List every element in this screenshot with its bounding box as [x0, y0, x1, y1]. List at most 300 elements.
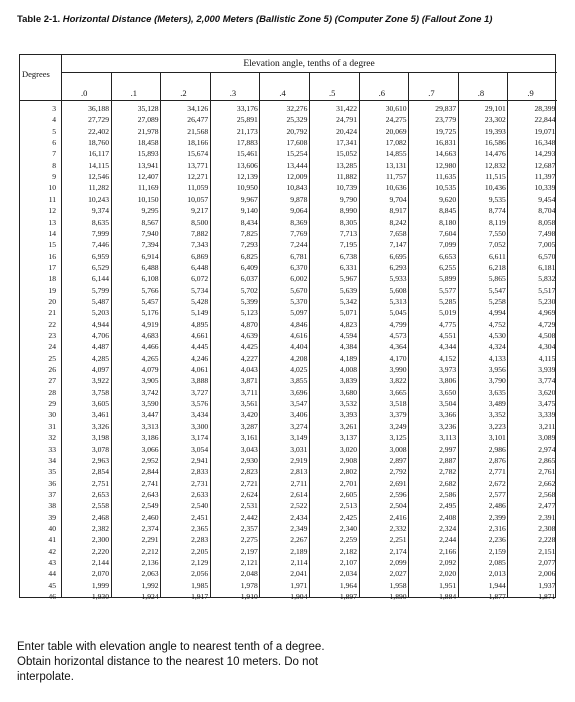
distance-cell: 16,348	[534, 138, 556, 148]
distance-cell: 2,136	[141, 558, 159, 567]
distance-cell: 2,006	[538, 569, 556, 579]
distance-cell: 1,904	[290, 592, 308, 602]
distance-cell: 6,002	[290, 274, 308, 284]
distance-cell: 4,616	[290, 331, 308, 340]
distance-cell: 18,166	[187, 138, 209, 148]
distance-cell: 2,308	[538, 523, 556, 533]
table-row	[20, 479, 557, 488]
distance-cell: 7,658	[389, 228, 407, 238]
degree-cell: 42	[48, 546, 56, 556]
distance-cell: 2,568	[538, 489, 556, 499]
distance-cell: 3,532	[339, 399, 357, 409]
table-row	[20, 422, 557, 431]
column-header: .1	[130, 88, 137, 98]
distance-cell: 2,205	[191, 546, 209, 556]
distance-cell: 5,285	[439, 296, 457, 306]
distance-cell: 2,731	[191, 478, 209, 488]
distance-cell: 8,119	[488, 217, 506, 227]
degree-cell: 11	[48, 194, 56, 204]
degree-cell: 5	[52, 126, 56, 136]
column-header: .8	[477, 88, 485, 98]
distance-cell: 12,980	[435, 160, 457, 170]
distance-cell: 2,391	[538, 512, 556, 522]
degree-cell: 44	[48, 569, 56, 579]
distance-cell: 2,144	[91, 558, 109, 567]
degree-cell: 34	[48, 455, 56, 465]
distance-cell: 2,930	[240, 455, 258, 465]
distance-cell: 2,174	[389, 546, 407, 556]
distance-cell: 3,174	[191, 433, 209, 443]
distance-cell: 3,236	[439, 421, 457, 431]
distance-cell: 13,941	[137, 160, 159, 170]
distance-cell: 2,114	[290, 558, 308, 567]
distance-cell: 21,978	[137, 126, 159, 136]
distance-cell: 26,477	[187, 115, 209, 125]
distance-cell: 2,316	[488, 523, 506, 533]
table-row	[20, 206, 557, 215]
distance-cell: 2,291	[141, 535, 159, 545]
degree-cell: 16	[48, 251, 56, 261]
distance-cell: 2,876	[488, 455, 506, 465]
distance-cell: 10,843	[286, 183, 308, 193]
table-row	[20, 263, 557, 272]
distance-cell: 2,986	[488, 444, 506, 454]
distance-cell: 2,228	[538, 535, 556, 545]
distance-cell: 21,568	[187, 126, 209, 136]
distance-cell: 29,837	[435, 104, 457, 113]
table-row	[20, 490, 557, 499]
distance-cell: 4,404	[290, 342, 308, 352]
distance-cell: 9,967	[240, 194, 258, 204]
distance-cell: 7,293	[240, 240, 258, 250]
distance-cell: 30,610	[385, 104, 407, 113]
distance-cell: 6,695	[389, 251, 407, 261]
distance-cell: 2,159	[488, 546, 506, 556]
degree-cell: 10	[48, 183, 56, 193]
distance-cell: 2,460	[141, 512, 159, 522]
distance-cell: 4,133	[488, 353, 506, 363]
distance-cell: 2,782	[439, 467, 457, 477]
distance-cell: 4,079	[141, 365, 159, 375]
distance-cell: 3,774	[538, 376, 556, 386]
distance-cell: 1,917	[191, 592, 209, 602]
table-row	[20, 376, 557, 385]
distance-cell: 2,614	[290, 489, 308, 499]
degree-cell: 19	[48, 285, 56, 295]
distance-cell: 25,891	[236, 115, 258, 125]
distance-cell: 4,227	[240, 353, 258, 363]
degree-cell: 45	[48, 580, 56, 590]
distance-cell: 3,211	[538, 421, 556, 431]
degree-cell: 39	[48, 512, 56, 522]
distance-cell: 2,586	[439, 489, 457, 499]
distance-cell: 3,434	[191, 410, 209, 420]
distance-cell: 7,195	[339, 240, 357, 250]
degree-cell: 35	[48, 467, 56, 477]
distance-cell: 2,041	[290, 569, 308, 579]
distance-cell: 6,869	[191, 251, 209, 261]
table-row	[20, 558, 557, 567]
distance-cell: 2,633	[191, 489, 209, 499]
distance-cell: 2,092	[439, 558, 457, 567]
distance-cell: 15,893	[137, 149, 159, 159]
distance-cell: 2,275	[240, 535, 258, 545]
table-row	[20, 501, 557, 510]
distance-cell: 4,594	[339, 331, 357, 340]
degree-cell: 12	[48, 206, 56, 216]
table-row	[20, 433, 557, 442]
distance-cell: 3,447	[141, 410, 159, 420]
distance-cell: 35,128	[137, 104, 159, 113]
degree-cell: 43	[48, 558, 56, 567]
degree-cell: 32	[48, 433, 56, 443]
distance-cell: 5,457	[141, 296, 159, 306]
table-row	[20, 535, 557, 544]
distance-cell: 3,973	[439, 365, 457, 375]
distance-cell: 6,570	[538, 251, 556, 261]
distance-cell: 33,176	[236, 104, 258, 113]
distance-cell: 2,624	[240, 489, 258, 499]
distance-cell: 2,166	[439, 546, 457, 556]
distance-cell: 3,576	[191, 399, 209, 409]
distance-cell: 1,897	[339, 592, 357, 602]
distance-cell: 3,822	[389, 376, 407, 386]
table-row	[20, 569, 557, 578]
distance-cell: 2,558	[91, 501, 109, 511]
distance-cell: 2,952	[141, 455, 159, 465]
distance-cell: 2,382	[91, 523, 109, 533]
distance-cell: 11,515	[485, 172, 506, 182]
distance-cell: 14,855	[385, 149, 407, 159]
distance-cell: 8,567	[141, 217, 159, 227]
distance-cell: 34,126	[187, 104, 209, 113]
distance-cell: 3,008	[389, 444, 407, 454]
table-row	[20, 229, 557, 238]
distance-cell: 16,586	[484, 138, 506, 148]
table-row	[20, 252, 557, 261]
distance-cell: 15,674	[187, 149, 209, 159]
distance-cell: 11,169	[137, 183, 159, 193]
distance-cell: 4,870	[240, 319, 258, 329]
distance-cell: 3,287	[240, 421, 258, 431]
distance-cell: 4,994	[488, 308, 506, 318]
distance-cell: 2,908	[339, 455, 357, 465]
distance-cell: 2,941	[191, 455, 209, 465]
distance-cell: 9,374	[91, 206, 109, 216]
distance-cell: 2,887	[439, 455, 457, 465]
table-row	[20, 138, 557, 147]
distance-cell: 2,865	[538, 455, 556, 465]
distance-cell: 2,267	[290, 535, 308, 545]
distance-cell: 3,101	[488, 433, 506, 443]
distance-cell: 1,944	[488, 580, 506, 590]
distance-cell: 7,999	[91, 228, 109, 238]
distance-cell: 3,420	[240, 410, 258, 420]
distance-cell: 5,766	[141, 285, 159, 295]
distance-cell: 4,508	[538, 331, 556, 340]
distance-cell: 2,672	[488, 478, 506, 488]
degree-cell: 46	[48, 592, 56, 602]
distance-cell: 32,276	[286, 104, 308, 113]
distance-cell: 3,665	[389, 387, 407, 397]
distance-cell: 4,152	[439, 353, 457, 363]
distance-cell: 2,919	[290, 455, 308, 465]
distance-cell: 12,407	[137, 172, 159, 182]
distance-cell: 4,025	[290, 365, 308, 375]
degree-cell: 28	[48, 387, 56, 397]
distance-cell: 2,099	[389, 558, 407, 567]
distance-cell: 4,919	[141, 319, 159, 329]
distance-cell: 8,305	[339, 217, 357, 227]
distance-cell: 14,115	[88, 160, 109, 170]
degree-cell: 38	[48, 501, 56, 511]
distance-cell: 8,434	[240, 217, 258, 227]
distance-cell: 3,855	[290, 376, 308, 386]
distance-cell: 3,547	[290, 399, 308, 409]
distance-cell: 12,687	[534, 160, 556, 170]
distance-cell: 4,304	[538, 342, 556, 352]
distance-cell: 2,442	[240, 512, 258, 522]
degree-cell: 37	[48, 489, 56, 499]
distance-cell: 2,577	[488, 489, 506, 499]
distance-cell: 3,561	[240, 399, 258, 409]
distance-cell: 31,422	[336, 104, 357, 113]
distance-cell: 9,620	[439, 194, 457, 204]
distance-cell: 3,031	[290, 444, 308, 454]
distance-cell: 6,293	[389, 262, 407, 272]
distance-cell: 7,498	[538, 228, 556, 238]
table-row	[20, 365, 557, 374]
distance-cell: 1,985	[191, 580, 209, 590]
distance-cell: 2,531	[240, 501, 258, 511]
distance-cell: 4,425	[240, 342, 258, 352]
distance-cell: 5,370	[290, 296, 308, 306]
distance-cell: 10,243	[88, 194, 109, 204]
table-row	[20, 104, 557, 113]
table-row	[20, 331, 557, 340]
distance-cell: 4,208	[290, 353, 308, 363]
distance-cell: 3,806	[439, 376, 457, 386]
distance-cell: 1,924	[141, 592, 159, 602]
distance-cell: 11,757	[385, 172, 407, 182]
degree-cell: 15	[48, 240, 56, 250]
distance-cell: 3,137	[339, 433, 357, 443]
distance-cell: 5,428	[191, 296, 209, 306]
distance-cell: 2,063	[141, 569, 159, 579]
distance-cell: 2,151	[538, 546, 556, 556]
distance-cell: 4,189	[339, 353, 357, 363]
distance-cell: 6,255	[439, 262, 457, 272]
distance-cell: 2,596	[389, 489, 407, 499]
table-title	[17, 14, 492, 25]
degree-cell: 21	[48, 308, 56, 318]
distance-cell: 4,043	[240, 365, 258, 375]
distance-cell: 17,341	[336, 138, 357, 148]
distance-cell: 10,739	[336, 183, 357, 193]
distance-cell: 5,176	[141, 308, 159, 318]
distance-cell: 2,963	[91, 455, 109, 465]
distance-cell: 3,393	[339, 410, 357, 420]
table-row	[20, 320, 557, 329]
distance-cell: 6,448	[191, 262, 209, 272]
distance-cell: 5,577	[439, 285, 457, 295]
distance-cell: 25,329	[286, 115, 308, 125]
distance-cell: 5,517	[538, 285, 556, 295]
degree-cell: 14	[48, 228, 56, 238]
distance-cell: 3,839	[339, 376, 357, 386]
distance-cell: 2,643	[141, 489, 159, 499]
distance-cell: 4,846	[290, 319, 308, 329]
distance-cell: 2,682	[439, 478, 457, 488]
distance-cell: 4,285	[91, 353, 109, 363]
degree-cell: 6	[52, 138, 56, 148]
distance-cell: 7,147	[389, 240, 407, 250]
distance-cell: 12,271	[187, 172, 209, 182]
elevation-header: Elevation angle, tenths of a degree	[243, 59, 375, 69]
distance-cell: 8,242	[389, 217, 407, 227]
distance-cell: 23,779	[435, 115, 457, 125]
distance-cell: 8,917	[389, 206, 407, 216]
distance-cell: 8,180	[439, 217, 457, 227]
distance-cell: 2,121	[240, 558, 258, 567]
distance-cell: 2,522	[290, 501, 308, 511]
distance-cell: 5,799	[91, 285, 109, 295]
distance-cell: 3,078	[91, 444, 109, 454]
distance-cell: 5,702	[240, 285, 258, 295]
distance-cell: 5,832	[538, 274, 556, 284]
distance-cell: 2,251	[389, 535, 407, 545]
distance-cell: 24,275	[385, 115, 407, 125]
degree-cell: 25	[48, 353, 56, 363]
degree-cell: 33	[48, 444, 56, 454]
distance-cell: 1,884	[439, 592, 457, 602]
distance-cell: 8,500	[191, 217, 209, 227]
distance-cell: 6,738	[339, 251, 357, 261]
distance-cell: 12,009	[286, 172, 308, 182]
distance-table	[19, 54, 556, 602]
distance-cell: 3,054	[191, 444, 209, 454]
distance-cell: 2,761	[538, 467, 556, 477]
degree-cell: 30	[48, 410, 56, 420]
table-row	[20, 410, 557, 419]
table-row	[20, 308, 557, 317]
distance-cell: 4,823	[339, 319, 357, 329]
table-row	[20, 286, 557, 295]
distance-cell: 5,608	[389, 285, 407, 295]
distance-cell: 8,704	[538, 206, 556, 216]
distance-cell: 7,446	[91, 240, 109, 250]
distance-cell: 2,434	[290, 512, 308, 522]
distance-cell: 1,910	[240, 592, 258, 602]
distance-cell: 9,217	[191, 206, 209, 216]
distance-cell: 5,019	[439, 308, 457, 318]
distance-cell: 2,495	[439, 501, 457, 511]
distance-cell: 2,486	[488, 501, 506, 511]
distance-cell: 3,635	[488, 387, 506, 397]
distance-cell: 2,212	[141, 546, 159, 556]
distance-cell: 6,781	[290, 251, 308, 261]
distance-cell: 1,951	[439, 580, 457, 590]
column-header: .3	[229, 88, 237, 98]
distance-cell: 22,402	[88, 126, 109, 136]
distance-cell: 9,454	[538, 194, 556, 204]
distance-cell: 2,332	[389, 523, 407, 533]
distance-cell: 2,357	[240, 523, 258, 533]
distance-cell: 21,173	[236, 126, 258, 136]
distance-cell: 1,964	[339, 580, 357, 590]
distance-cell: 8,774	[488, 206, 506, 216]
distance-cell: 2,416	[389, 512, 407, 522]
distance-cell: 3,261	[339, 421, 357, 431]
distance-cell: 3,620	[538, 387, 556, 397]
distance-cell: 3,504	[439, 399, 457, 409]
table-row	[20, 467, 557, 476]
distance-cell: 2,070	[91, 569, 109, 579]
distance-cell: 19,725	[435, 126, 457, 136]
distance-cell: 12,546	[88, 172, 109, 182]
distance-cell: 3,956	[488, 365, 506, 375]
distance-cell: 20,069	[385, 126, 407, 136]
distance-cell: 3,680	[339, 387, 357, 397]
distance-cell: 3,406	[290, 410, 308, 420]
distance-cell: 4,752	[488, 319, 506, 329]
distance-cell: 5,547	[488, 285, 506, 295]
distance-cell: 2,711	[290, 478, 308, 488]
distance-cell: 2,013	[488, 569, 506, 579]
distance-cell: 6,914	[141, 251, 159, 261]
distance-cell: 2,244	[439, 535, 457, 545]
degree-cell: 9	[52, 172, 56, 182]
distance-cell: 7,713	[339, 228, 357, 238]
distance-cell: 2,997	[439, 444, 457, 454]
distance-cell: 1,890	[389, 592, 407, 602]
distance-cell: 3,186	[141, 433, 159, 443]
distance-cell: 2,974	[538, 444, 556, 454]
table-row	[20, 456, 557, 465]
table-row	[20, 161, 557, 170]
distance-cell: 7,005	[538, 240, 556, 250]
distance-cell: 6,488	[141, 262, 159, 272]
distance-cell: 2,129	[191, 558, 209, 567]
distance-cell: 7,550	[488, 228, 506, 238]
distance-cell: 3,922	[91, 376, 109, 386]
distance-cell: 16,831	[435, 138, 457, 148]
distance-cell: 4,573	[389, 331, 407, 340]
distance-cell: 6,959	[91, 251, 109, 261]
degree-cell: 7	[52, 149, 56, 159]
degree-cell: 23	[48, 331, 56, 340]
distance-cell: 7,825	[240, 228, 258, 238]
distance-cell: 3,475	[538, 399, 556, 409]
table-row	[20, 388, 557, 397]
distance-cell: 2,085	[488, 558, 506, 567]
distance-cell: 4,683	[141, 331, 159, 340]
distance-cell: 6,611	[488, 251, 506, 261]
distance-cell: 13,131	[385, 160, 407, 170]
distance-cell: 2,540	[191, 501, 209, 511]
distance-cell: 19,071	[534, 126, 556, 136]
distance-cell: 5,258	[488, 296, 506, 306]
distance-cell: 3,043	[240, 444, 258, 454]
distance-cell: 14,663	[435, 149, 457, 159]
distance-cell: 8,635	[91, 217, 109, 227]
degree-cell: 26	[48, 365, 56, 375]
table-row	[20, 297, 557, 306]
distance-cell: 2,220	[91, 546, 109, 556]
distance-cell: 5,865	[488, 274, 506, 284]
distance-cell: 4,551	[439, 331, 457, 340]
distance-cell: 4,364	[389, 342, 407, 352]
